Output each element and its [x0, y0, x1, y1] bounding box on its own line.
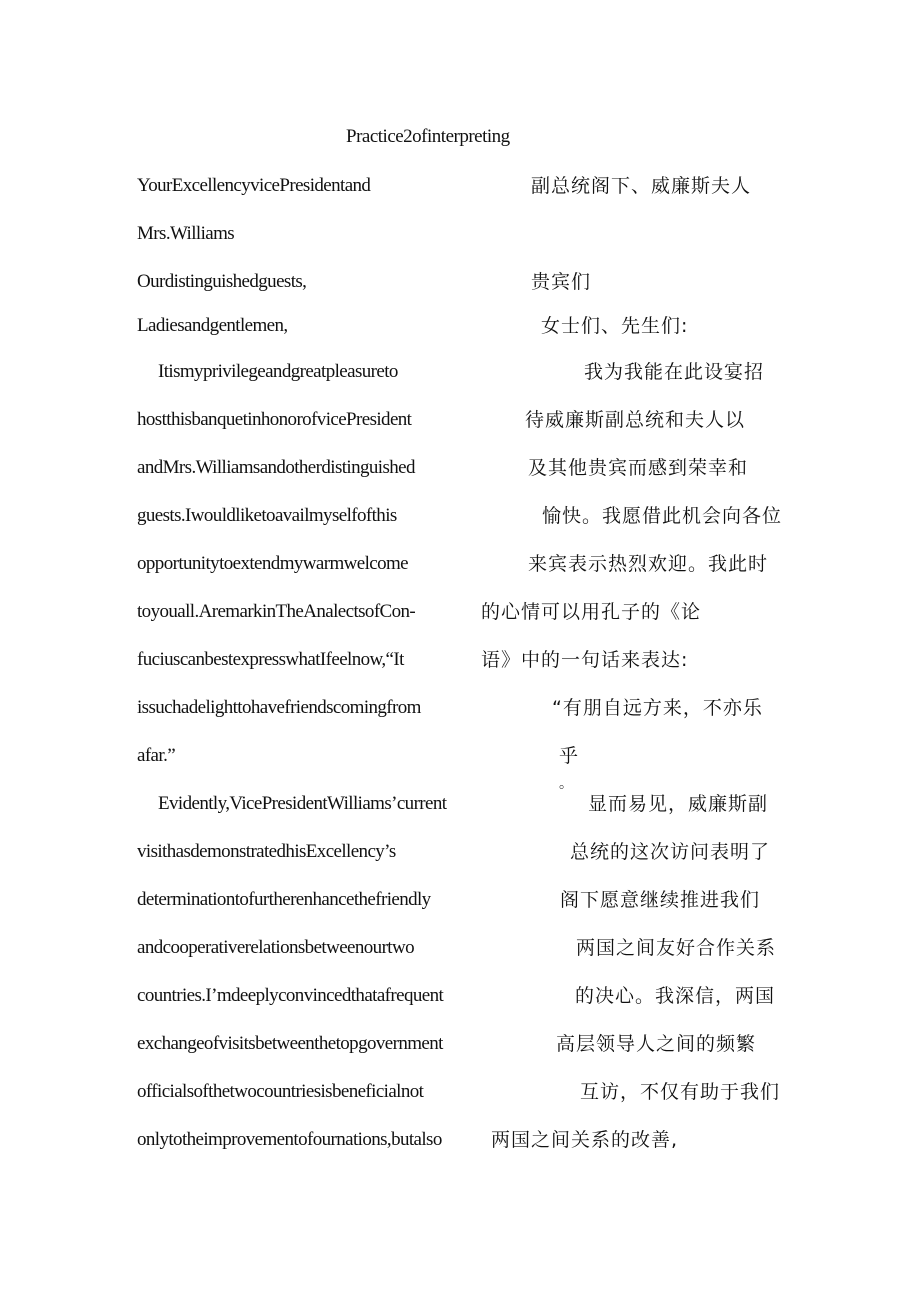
chinese-line: 显而易见，威廉斯副 [588, 793, 769, 815]
chinese-line: 。 [559, 776, 574, 792]
chinese-line: 高层领导人之间的频繁 [556, 1033, 757, 1055]
chinese-line: 两国之间关系的改善, [491, 1129, 679, 1151]
english-line: fuciuscanbestexpresswhatIfeelnow,“It [137, 649, 404, 670]
chinese-line: 及其他贵宾而感到荣幸和 [528, 457, 749, 479]
chinese-line: 副总统阁下、威廉斯夫人 [531, 175, 752, 197]
document-title: Practice2ofinterpreting [346, 126, 510, 147]
english-line: visithasdemonstratedhisExcellency’s [137, 841, 396, 862]
english-line: guests.Iwouldliketoavailmyselfofthis [137, 505, 397, 526]
chinese-line: 我为我能在此设宴招 [584, 361, 765, 383]
english-line: hostthisbanquetinhonorofvicePresident [137, 409, 412, 430]
chinese-line: 两国之间友好合作关系 [576, 937, 777, 959]
english-line: onlytotheimprovementofournations,butalso [137, 1129, 442, 1150]
english-line: determinationtofurtherenhancethefriendly [137, 889, 431, 910]
chinese-line: 贵宾们 [531, 271, 592, 293]
english-line: opportunitytoextendmywarmwelcome [137, 553, 409, 574]
chinese-line: 乎 [559, 745, 580, 767]
english-line: exchangeofvisitsbetweenthetopgovernment [137, 1033, 443, 1054]
chinese-line: 来宾表示热烈欢迎。我此时 [528, 553, 769, 575]
english-line: afar.” [137, 745, 176, 766]
chinese-line: 愉快。我愿借此机会向各位 [542, 505, 783, 527]
chinese-line: “有朋自远方来，不亦乐 [552, 697, 763, 719]
chinese-line: 女士们、先生们: [541, 315, 689, 337]
english-line: Ladiesandgentlemen, [137, 315, 288, 336]
english-line: andMrs.Williamsandotherdistinguished [137, 457, 415, 478]
english-line: toyouall.AremarkinTheAnalectsofCon- [137, 601, 416, 622]
chinese-line: 互访，不仅有助于我们 [580, 1081, 781, 1103]
chinese-line: 阁下愿意继续推进我们 [560, 889, 761, 911]
chinese-line: 语》中的一句话来表达: [481, 649, 689, 671]
english-line: Evidently,VicePresidentWilliams’current [158, 793, 447, 814]
english-line: countries.I’mdeeplyconvincedthatafrequent [137, 985, 444, 1006]
english-line: Mrs.Williams [137, 223, 235, 244]
english-line: YourExcellencyvicePresidentand [137, 175, 371, 196]
chinese-line: 的心情可以用孔子的《论 [481, 601, 702, 623]
chinese-line: 的决心。我深信，两国 [575, 985, 776, 1007]
english-line: officialsofthetwocountriesisbeneficialnot [137, 1081, 424, 1102]
english-line: Ourdistinguishedguests, [137, 271, 307, 292]
chinese-line: 待威廉斯副总统和夫人以 [525, 409, 746, 431]
chinese-line: 总统的这次访问表明了 [570, 841, 771, 863]
english-line: Itismyprivilegeandgreatpleasureto [158, 361, 398, 382]
english-line: issuchadelighttohavefriendscomingfrom [137, 697, 421, 718]
english-line: andcooperativerelationsbetweenourtwo [137, 937, 415, 958]
